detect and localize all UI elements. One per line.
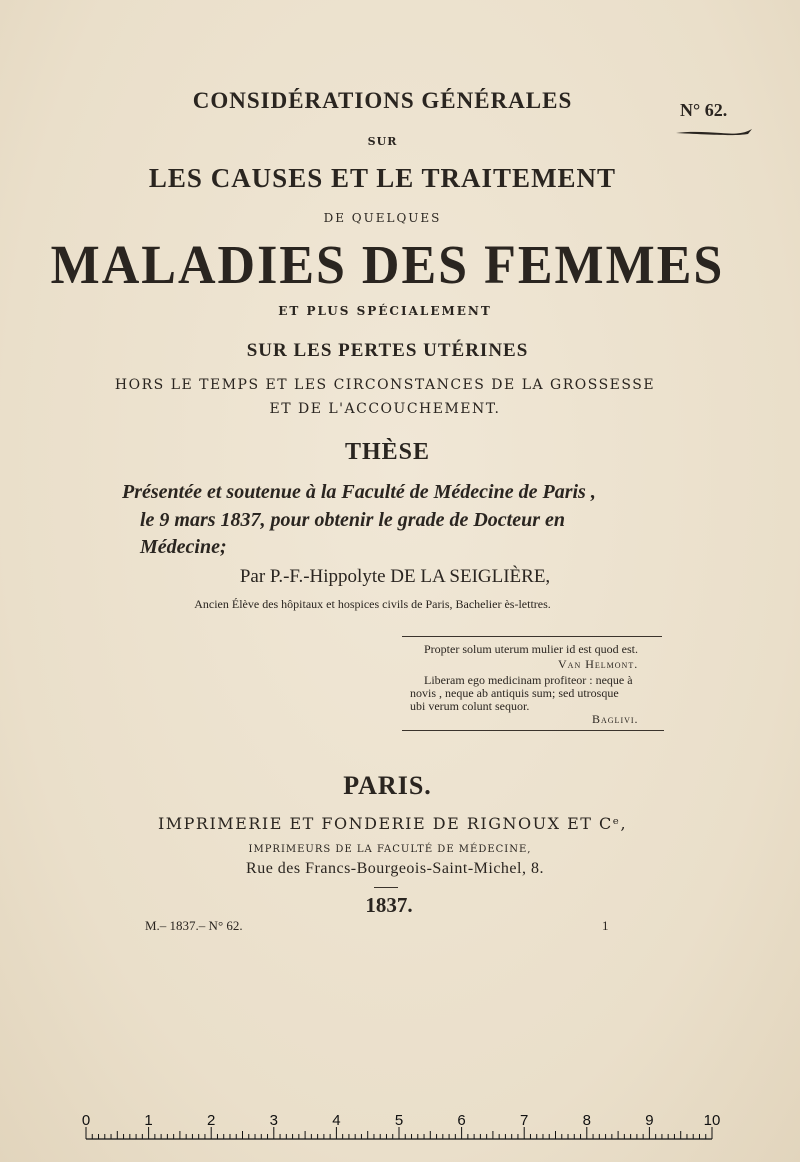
scale-ruler [0,1100,800,1160]
epigraph-quote-2-line-1: Liberam ego medicinam profiteor : neque à [424,673,633,687]
epigraph-author-1: Van Helmont. [558,657,639,671]
ruler-label: 0 [81,1112,91,1129]
ruler-label: 5 [394,1112,404,1129]
epigraph-quote-2-line-2: novis , neque ab antiquis sum; sed utrosque [410,686,619,700]
epigraph-rule-top [402,636,662,637]
imprint-year: 1837. [365,893,413,917]
these-line-3: Médecine; [140,536,227,558]
these-heading: THÈSE [344,439,431,465]
these-line-1: Présentée et soutenue à la Faculté de Médecine de Paris , [122,481,596,503]
title-line-6: ET PLUS SPÉCIALEMENT [278,304,492,318]
epigraph-rule-bottom [402,730,664,731]
ruler-label: 4 [332,1112,341,1129]
title-line-4: DE QUELQUES [323,211,442,225]
author-credentials: Ancien Élève des hôpitaux et hospices civils de Paris, Bachelier ès-lettres. [194,597,551,611]
these-line-2: le 9 mars 1837, pour obtenir le grade de Docteur en [140,509,565,531]
ruler-label: 6 [457,1112,466,1129]
title-line-8: HORS LE TEMPS ET LES CIRCONSTANCES DE LA GROSSESSE [114,377,656,393]
number-tag: N° 62. [680,100,728,120]
epigraph-author-2: Baglivi. [592,712,639,726]
ruler-label: 3 [269,1112,278,1129]
title-line-9: ET DE L'ACCOUCHEMENT. [269,401,501,417]
imprint-divider [374,887,398,888]
footer-sheet-number: 1 [602,918,609,933]
ruler-label: 7 [520,1112,529,1129]
ruler-label: 10 [703,1112,721,1129]
title-line-1: CONSIDÉRATIONS GÉNÉRALES [192,88,573,113]
imprint-address: Rue des Francs-Bourgeois-Saint-Michel, 8. [246,860,544,877]
ruler-label: 2 [207,1112,216,1129]
title-main: MALADIES DES FEMMES [50,235,725,296]
title-line-7: SUR LES PERTES UTÉRINES [246,340,529,361]
footer-signature: M.– 1837.– N° 62. [145,918,243,933]
imprint-printer-role: IMPRIMEURS DE LA FACULTÉ DE MÉDECINE, [248,844,532,855]
title-line-2: SUR [367,135,398,148]
ruler-label: 9 [645,1112,654,1129]
epigraph-quote-2-line-3: ubi verum colunt sequor. [410,699,530,713]
ruler-label: 8 [582,1112,591,1129]
title-line-3: LES CAUSES ET LE TRAITEMENT [148,163,617,193]
ruler-label: 1 [144,1112,153,1129]
imprint-printer: IMPRIMERIE ET FONDERIE DE RIGNOUX ET Cᵉ, [157,814,628,833]
epigraph-quote-1: Propter solum uterum mulier id est quod est. [424,642,638,656]
author-line: Par P.-F.-Hippolyte DE LA SEIGLIÈRE, [239,566,551,587]
imprint-city: PARIS. [343,771,432,800]
